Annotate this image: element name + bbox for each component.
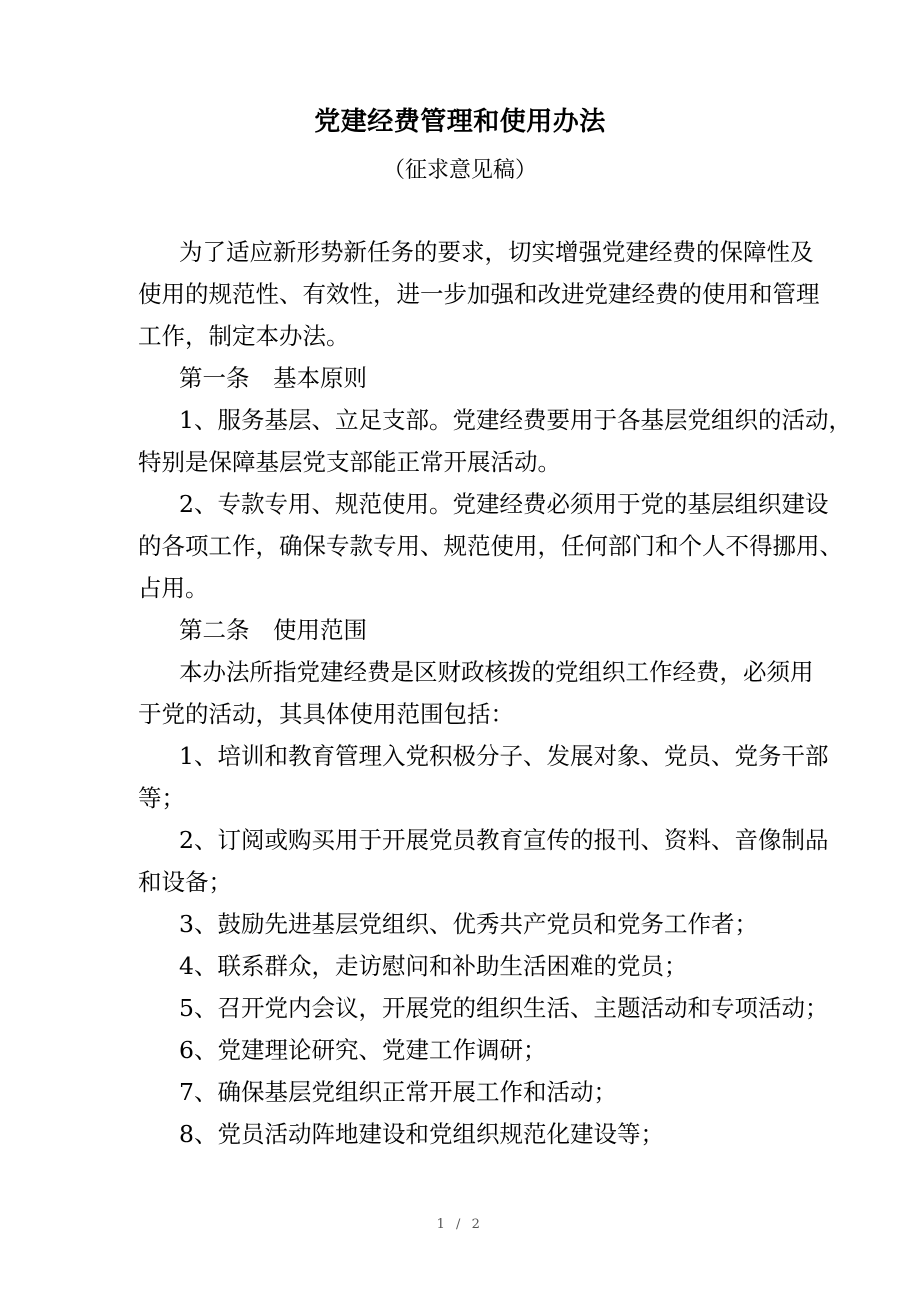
- text-line: 7、确保基层党组织正常开展工作和活动；: [179, 1078, 617, 1106]
- text-line: 1、服务基层、立足支部。党建经费要用于各基层党组织的活动，: [179, 406, 852, 434]
- text-line: 的各项工作，确保专款专用、规范使用，任何部门和个人不得挪用、: [138, 532, 843, 560]
- text-line: 2、专款专用、规范使用。党建经费必须用于党的基层组织建设: [179, 490, 829, 518]
- text-line: 第二条 使用范围: [179, 616, 367, 644]
- document-title: 党建经费管理和使用办法: [314, 107, 606, 137]
- page-footer: [0, 1216, 920, 1234]
- document-subtitle: （征求意见稿）: [382, 158, 537, 183]
- text-line: 8、党员活动阵地建设和党组织规范化建设等；: [179, 1120, 664, 1148]
- text-line: 为了适应新形势新任务的要求，切实增强党建经费的保障性及: [179, 238, 814, 266]
- text-line: 3、鼓励先进基层党组织、优秀共产党员和党务工作者；: [179, 910, 758, 938]
- text-line: 于党的活动，其具体使用范围包括：: [138, 700, 514, 728]
- text-line: 特别是保障基层党支部能正常开展活动。: [138, 448, 561, 476]
- text-line: 和设备；: [138, 868, 232, 896]
- text-line: 等；: [138, 784, 185, 812]
- text-line: 6、党建理论研究、党建工作调研；: [179, 1036, 547, 1064]
- text-line: 4、联系群众，走访慰问和补助生活困难的党员；: [179, 952, 688, 980]
- text-line: 本办法所指党建经费是区财政核拨的党组织工作经费，必须用: [179, 658, 814, 686]
- text-line: 1、培训和教育管理入党积极分子、发展对象、党员、党务干部: [179, 742, 829, 770]
- page-number: 1 / 2: [436, 1217, 484, 1232]
- text-line: 5、召开党内会议，开展党的组织生活、主题活动和专项活动；: [179, 994, 829, 1022]
- text-line: 2、订阅或购买用于开展党员教育宣传的报刊、资料、音像制品: [179, 826, 829, 854]
- text-line: 占用。: [138, 574, 209, 602]
- text-line: 第一条 基本原则: [179, 364, 367, 392]
- text-line: 使用的规范性、有效性，进一步加强和改进党建经费的使用和管理: [138, 280, 820, 308]
- document-body: [138, 231, 852, 1155]
- text-line: 工作，制定本办法。: [138, 322, 350, 350]
